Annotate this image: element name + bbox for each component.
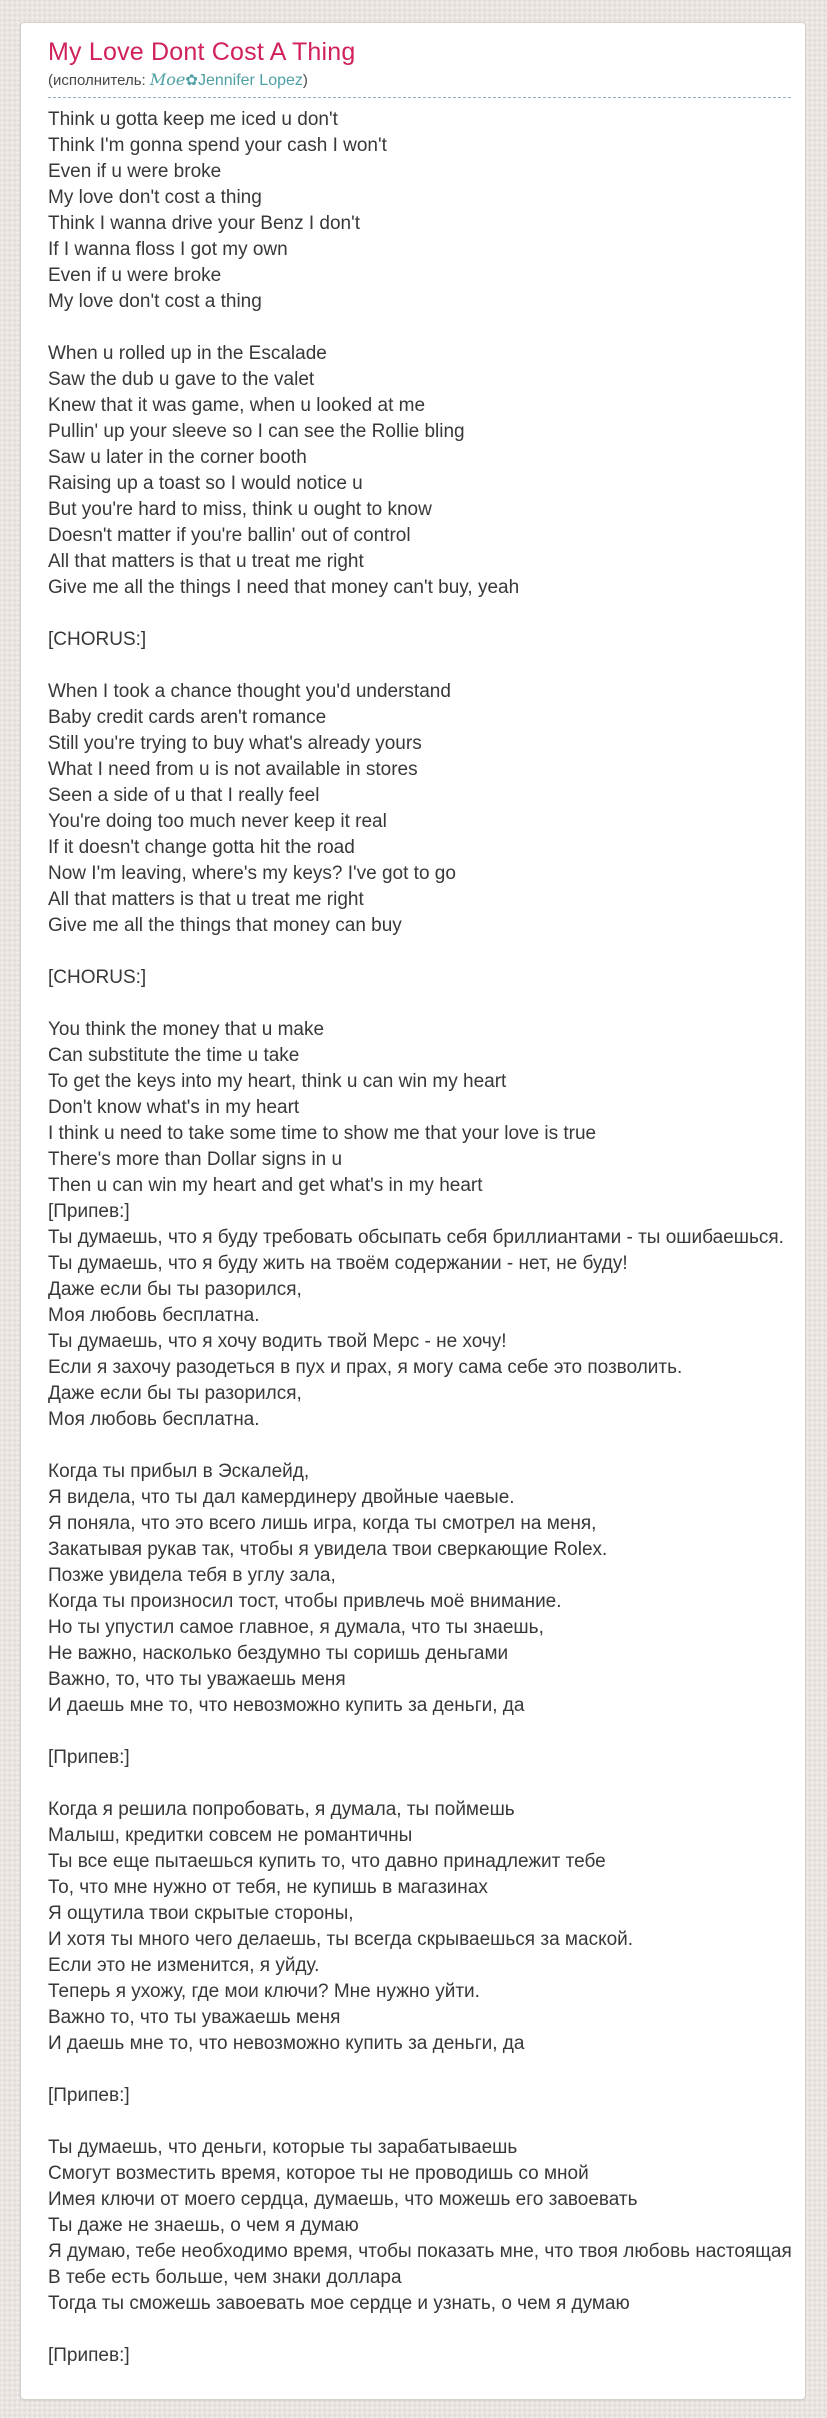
blank-line (48, 939, 805, 965)
lyric-line: Ты все еще пытаешься купить то, что давно принадлежит тебе (48, 1851, 606, 1872)
lyric-line: Тогда ты сможешь завоевать мое сердце и узнать, о чем я думаю (48, 2293, 630, 2314)
lyric-line: Я поняла, что это всего лишь игра, когда ты смотрел на меня, (48, 1513, 597, 1534)
lyric-line: Saw the dub u gave to the valet (48, 369, 315, 390)
lyric-line: Если это не изменится, я уйду. (48, 1955, 320, 1976)
lyric-line: Doesn't matter if you're ballin' out of control (48, 525, 411, 546)
lyrics-body (48, 107, 805, 2369)
blank-line (48, 2109, 805, 2135)
lyric-line: Даже если бы ты разорился, (48, 1279, 302, 1300)
lyric-line: Теперь я ухожу, где мои ключи? Мне нужно уйти. (48, 1981, 480, 2002)
lyric-line: Имея ключи от моего сердца, думаешь, что можешь его завоевать (48, 2189, 638, 2210)
performer-suffix-label: ) (302, 72, 308, 89)
lyric-line: Ты даже не знаешь, о чем я думаю (48, 2215, 359, 2236)
lyric-line: I think u need to take some time to show me that your love is true (48, 1123, 597, 1144)
blank-line (48, 653, 805, 679)
lyric-line: Важно, то, что ты уважаешь меня (48, 1669, 346, 1690)
lyric-line: Если я захочу разодеться в пух и прах, я могу сама себе это позволить. (48, 1357, 683, 1378)
lyric-line: My love don't cost a thing (48, 291, 262, 312)
lyric-line: All that matters is that u treat me right (48, 551, 364, 572)
lyric-line: All that matters is that u treat me right (48, 889, 364, 910)
lyric-line: If it doesn't change gotta hit the road (48, 837, 355, 858)
lyric-line: But you're hard to miss, think u ought to know (48, 499, 432, 520)
lyric-line: There's more than Dollar signs in u (48, 1149, 343, 1170)
lyric-line: If I wanna floss I got my own (48, 239, 288, 260)
lyric-line: Важно то, что ты уважаешь меня (48, 2007, 341, 2028)
lyric-line: Когда ты произносил тост, чтобы привлечь моё внимание. (48, 1591, 562, 1612)
lyric-line: Ты думаешь, что деньги, которые ты зарабатываешь (48, 2137, 518, 2158)
lyric-line: Малыш, кредитки совсем не романтичны (48, 1825, 413, 1846)
lyric-line: Then u can win my heart and get what's in my heart (48, 1175, 483, 1196)
lyric-line: Но ты упустил самое главное, я думала, что ты знаешь, (48, 1617, 544, 1638)
lyric-line: Can substitute the time u take (48, 1045, 300, 1066)
lyric-line: Я думаю, тебе необходимо время, чтобы показать мне, что твоя любовь настоящая (48, 2241, 792, 2262)
lyric-line: Моя любовь бесплатна. (48, 1409, 260, 1430)
lyric-line: You're doing too much never keep it real (48, 811, 387, 832)
lyric-line: Give me all the things that money can buy (48, 915, 402, 936)
blank-line (48, 1719, 805, 1745)
blank-line (48, 991, 805, 1017)
blank-line (48, 315, 805, 341)
performer-prefix-label: (исполнитель: (48, 72, 150, 89)
lyric-line: To get the keys into my heart, think u can win my heart (48, 1071, 507, 1092)
lyric-line: You think the money that u make (48, 1019, 325, 1040)
page-title: My Love Dont Cost A Thing (48, 38, 356, 66)
lyric-line: Baby credit cards aren't romance (48, 707, 327, 728)
lyric-line: То, что мне нужно от тебя, не купишь в магазинах (48, 1877, 488, 1898)
lyric-line: Even if u were broke (48, 161, 222, 182)
lyric-line: И хотя ты много чего делаешь, ты всегда скрываешься за маской. (48, 1929, 634, 1950)
flower-icon: ✿ (185, 72, 198, 89)
lyric-line: [Припев:] (48, 2085, 130, 2106)
lyric-line: Закатывая рукав так, чтобы я увидела твои сверкающие Rolex. (48, 1539, 608, 1560)
lyric-line: My love don't cost a thing (48, 187, 262, 208)
lyric-line: [Припев:] (48, 1201, 130, 1222)
lyric-line: Think I wanna drive your Benz I don't (48, 213, 361, 234)
lyric-line: Give me all the things I need that money can't buy, yeah (48, 577, 520, 598)
blank-line (48, 2057, 805, 2083)
lyric-line: И даешь мне то, что невозможно купить за деньги, да (48, 1695, 525, 1716)
lyric-line: Still you're trying to buy what's already yours (48, 733, 422, 754)
lyric-line: [Припев:] (48, 1747, 130, 1768)
lyric-line: Even if u were broke (48, 265, 222, 286)
song-header (48, 37, 791, 98)
lyric-line: Don't know what's in my heart (48, 1097, 300, 1118)
lyric-line: Saw u later in the corner booth (48, 447, 307, 468)
lyric-line: Позже увидела тебя в углу зала, (48, 1565, 336, 1586)
lyric-line: Seen a side of u that I really feel (48, 785, 320, 806)
lyric-line: Я видела, что ты дал камердинеру двойные чаевые. (48, 1487, 515, 1508)
artist-link-jennifer-lopez[interactable]: Jennifer Lopez (197, 72, 303, 89)
lyric-line: Think I'm gonna spend your cash I won't (48, 135, 387, 156)
lyric-line: В тебе есть больше, чем знаки доллара (48, 2267, 402, 2288)
blank-line (48, 2317, 805, 2343)
lyric-line: [CHORUS:] (48, 967, 147, 988)
blank-line (48, 601, 805, 627)
lyric-line: Ты думаешь, что я буду жить на твоём содержании - нет, не буду! (48, 1253, 628, 1274)
lyric-line: Не важно, насколько бездумно ты соришь деньгами (48, 1643, 509, 1664)
lyric-line: Моя любовь бесплатна. (48, 1305, 260, 1326)
lyric-line: [CHORUS:] (48, 629, 147, 650)
lyric-line: Think u gotta keep me iced u don't (48, 109, 338, 130)
lyric-line: Смогут возместить время, которое ты не проводишь со мной (48, 2163, 589, 2184)
lyric-line: [Припев:] (48, 2345, 130, 2366)
lyric-line: Я ощутила твои скрытые стороны, (48, 1903, 354, 1924)
performer-line (48, 70, 791, 90)
lyric-line: Когда я решила попробовать, я думала, ты поймешь (48, 1799, 515, 1820)
lyric-line: What I need from u is not available in stores (48, 759, 418, 780)
lyric-line: Pullin' up your sleeve so I can see the Rollie bling (48, 421, 465, 442)
lyric-line: When I took a chance thought you'd understand (48, 681, 451, 702)
lyric-line: Now I'm leaving, where's my keys? I've got to go (48, 863, 456, 884)
lyric-line: Даже если бы ты разорился, (48, 1383, 302, 1404)
lyrics-card (20, 22, 806, 2400)
blank-line (48, 1771, 805, 1797)
lyric-line: Ты думаешь, что я буду требовать обсыпать себя бриллиантами - ты ошибаешься. (48, 1227, 784, 1248)
artist-link-moe[interactable]: Moe (149, 70, 186, 89)
blank-line (48, 1433, 805, 1459)
lyric-line: Ты думаешь, что я хочу водить твой Мерс - не хочу! (48, 1331, 507, 1352)
lyric-line: И даешь мне то, что невозможно купить за деньги, да (48, 2033, 525, 2054)
lyric-line: Когда ты прибыл в Эскалейд, (48, 1461, 310, 1482)
lyric-line: Knew that it was game, when u looked at me (48, 395, 426, 416)
lyric-line: When u rolled up in the Escalade (48, 343, 327, 364)
lyric-line: Raising up a toast so I would notice u (48, 473, 363, 494)
